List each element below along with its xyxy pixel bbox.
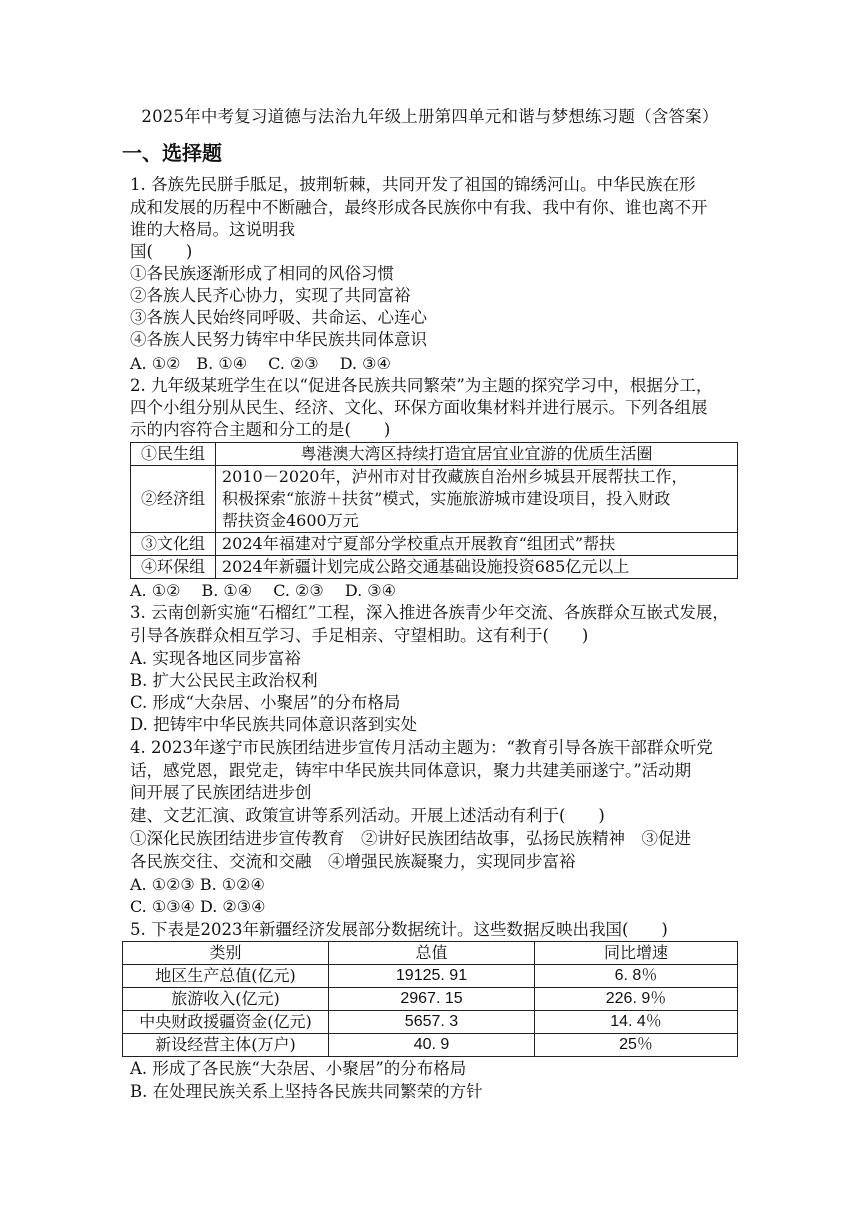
q2-stem-line: 示的内容符合主题和分工的是( )	[130, 420, 391, 439]
table-row	[123, 965, 738, 988]
q1-stem-line: 1. 各族先民胼手胝足，披荆斩棘，共同开发了祖国的锦绣河山。中华民族在形	[130, 175, 696, 194]
value-cell: 19125. 91	[329, 965, 535, 988]
q3-option: B. 扩大公民民主政治权利	[130, 671, 318, 690]
q4-stem-line: 间开展了民族团结进步创	[130, 783, 312, 802]
table-row	[123, 1011, 738, 1034]
group-cell: ④环保组	[131, 556, 216, 579]
category-cell: 旅游收入(亿元)	[123, 988, 329, 1011]
value-cell: 5657. 3	[329, 1011, 535, 1034]
group-cell: ③文化组	[131, 533, 216, 556]
table-row	[123, 988, 738, 1011]
q4-stem-line: 话，感党恩，跟党走，铸牢中华民族共同体意识，聚力共建美丽遂宁。”活动期	[130, 761, 692, 780]
q5-stem-line: 5. 下表是2023年新疆经济发展部分数据统计。这些数据反映出我国( )	[130, 920, 668, 939]
group-cell: ①民生组	[131, 443, 216, 466]
q3-stem-line: 引导各族群众相互学习、手足相亲、守望相助。这有利于( )	[130, 626, 589, 645]
column-header: 类别	[123, 942, 329, 965]
q2-stem-line: 四个小组分别从民生、经济、文化、环保方面收集材料并进行展示。下列各组展	[130, 398, 708, 417]
q1-stem-line: 国( )	[130, 242, 193, 261]
q4-stem-line: 4. 2023年遂宁市民族团结进步宣传月活动主题为：“教育引导各族干部群众听党	[130, 738, 713, 757]
value-cell: 2967. 15	[329, 988, 535, 1011]
q2-options: A. ①② B. ①④ C. ②③ D. ③④	[130, 581, 396, 600]
q4-options: C. ①③④ D. ②③④	[130, 897, 266, 916]
q1-statement: ②各族人民齐心协力，实现了共同富裕	[130, 286, 411, 305]
growth-cell: 25％	[535, 1034, 738, 1057]
growth-cell: 226. 9％	[535, 988, 738, 1011]
category-cell: 新设经营主体(万户)	[123, 1034, 329, 1057]
q2-stem-line: 2. 九年级某班学生在以“促进各民族共同繁荣”为主题的探究学习中，根据分工，	[130, 376, 713, 395]
q1-statement: ①各民族逐渐形成了相同的风俗习惯	[130, 264, 394, 283]
q3-option: C. 形成“大杂居、小聚居”的分布格局	[130, 693, 401, 712]
q1-statement: ③各族人民始终同呼吸、共命运、心连心	[130, 308, 427, 327]
table-row	[123, 1034, 738, 1057]
q3-option: A. 实现各地区同步富裕	[130, 649, 301, 668]
content-cell: 2024年新疆计划完成公路交通基础设施投资685亿元以上	[216, 556, 738, 579]
column-header: 总值	[329, 942, 535, 965]
table-row	[131, 533, 738, 556]
q5-option: A. 形成了各民族“大杂居、小聚居”的分布格局	[130, 1059, 467, 1078]
q1-options: A. ①② B. ①④ C. ②③ D. ③④	[130, 354, 391, 373]
table-header-row	[123, 942, 738, 965]
q4-stem-line: 建、文艺汇演、政策宣讲等系列活动。开展上述活动有利于( )	[130, 806, 605, 825]
column-header: 同比增速	[535, 942, 738, 965]
content-line: 积极探索“旅游＋扶贫”模式，实施旅游城市建设项目，投入财政	[222, 489, 671, 508]
q3-stem-line: 3. 云南创新实施“石榴红”工程，深入推进各族青少年交流、各族群众互嵌式发展，	[130, 603, 729, 622]
content-cell	[216, 466, 738, 533]
q4-statements-line: 各民族交往、交流和交融 ④增强民族凝聚力，实现同步富裕	[130, 852, 576, 871]
category-cell: 中央财政援疆资金(亿元)	[123, 1011, 329, 1034]
q1-stem-line: 谁的大格局。这说明我	[130, 220, 295, 239]
q4-options: A. ①②③ B. ①②④	[130, 875, 265, 894]
content-cell: 2024年福建对宁夏部分学校重点开展教育“组团式”帮扶	[216, 533, 738, 556]
q5-statistics-table	[122, 941, 738, 1057]
growth-cell: 14. 4％	[535, 1011, 738, 1034]
table-row	[131, 466, 738, 533]
content-line: 2010－2020年，泸州市对甘孜藏族自治州乡城县开展帮扶工作，	[222, 467, 688, 486]
content-line: 帮扶资金4600万元	[222, 511, 359, 530]
content-cell: 粤港澳大湾区持续打造宜居宜业宜游的优质生活圈	[216, 443, 738, 466]
q4-statements-line: ①深化民族团结进步宣传教育 ②讲好民族团结故事，弘扬民族精神 ③促进	[130, 829, 691, 848]
table-row	[131, 443, 738, 466]
document-title: 2025年中考复习道德与法治九年级上册第四单元和谐与梦想练习题（含答案）	[141, 107, 719, 126]
q1-statement: ④各族人民努力铸牢中华民族共同体意识	[130, 330, 427, 349]
category-cell: 地区生产总值(亿元)	[123, 965, 329, 988]
table-row	[131, 556, 738, 579]
q2-materials-table	[130, 442, 738, 579]
q3-option: D. 把铸牢中华民族共同体意识落到实处	[130, 715, 418, 734]
q1-stem-line: 成和发展的历程中不断融合，最终形成各民族你中有我、我中有你、谁也离不开	[130, 198, 708, 217]
group-cell: ②经济组	[131, 466, 216, 533]
value-cell: 40. 9	[329, 1034, 535, 1057]
q5-option: B. 在处理民族关系上坚持各民族共同繁荣的方针	[130, 1082, 483, 1101]
growth-cell: 6. 8％	[535, 965, 738, 988]
section-title: 一、选择题	[122, 141, 222, 165]
